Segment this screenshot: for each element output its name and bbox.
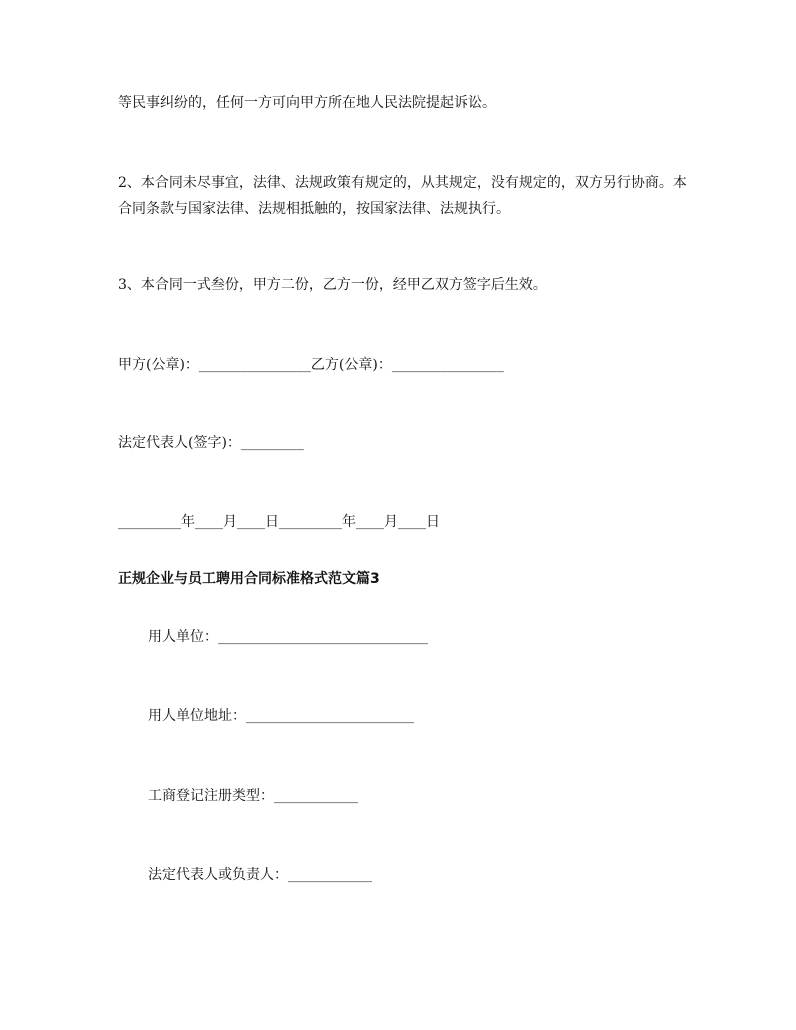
signature-legal-rep-line: 法定代表人(签字)：_________	[118, 435, 304, 451]
signature-date-line: _________年____月____日_________年____月____日	[118, 514, 440, 530]
field-legal-rep-or-person-in-charge: 法定代表人或负责人：____________	[148, 867, 372, 883]
paragraph-clause-3: 3、本合同一式叁份，甲方二份，乙方一份，经甲乙双方签字后生效。	[118, 277, 547, 293]
section-title: 正规企业与员工聘用合同标准格式范文篇3	[118, 571, 380, 587]
paragraph-dispute-clause: 等民事纠纷的，任何一方可向甲方所在地人民法院提起诉讼。	[118, 95, 496, 111]
signature-parties-line: 甲方(公章)：________________乙方(公章)：________________	[118, 357, 504, 373]
field-business-registration-type: 工商登记注册类型：____________	[148, 788, 358, 804]
field-employer: 用人单位：______________________________	[148, 629, 428, 645]
paragraph-clause-2: 2、本合同未尽事宜，法律、法规政策有规定的，从其规定，没有规定的，双方另行协商。本合同条款与国家法律、法规相抵触的，按国家法律、法规执行。	[118, 175, 687, 217]
field-employer-address: 用人单位地址：________________________	[148, 708, 414, 724]
